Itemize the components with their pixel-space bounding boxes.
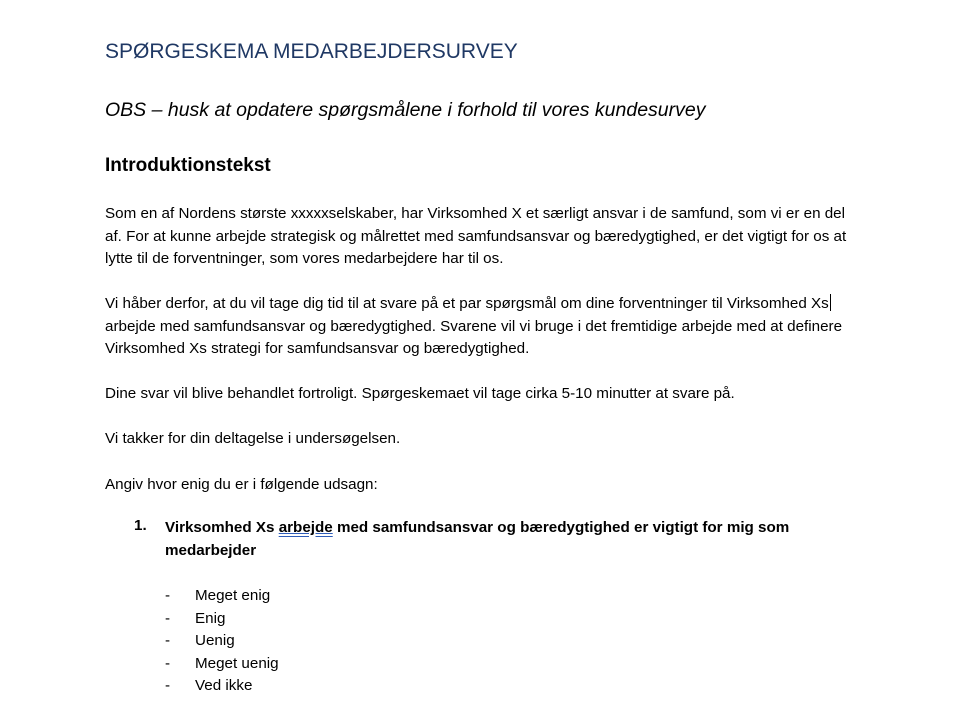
document-title: SPØRGESKEMA MEDARBEJDERSURVEY (105, 40, 518, 63)
answer-option-label: Enig (195, 609, 226, 627)
bullet-dash: - (165, 677, 171, 694)
answer-option-label: Uenig (195, 632, 235, 649)
answer-options (165, 585, 279, 698)
question-text-end: med samfundsansvar og bæredygtighed er vigtigt for mig som medarbejder (165, 519, 790, 559)
answer-option (165, 608, 279, 631)
answer-option (165, 675, 279, 698)
answer-option (165, 630, 279, 653)
answer-option-label: Meget uenig (195, 654, 279, 672)
paragraph-request-line1: Vi håber derfor, at du vil tage dig tid til at svare på et par spørgsmål om dine forventninger til (105, 295, 723, 312)
paragraph-request (105, 293, 865, 361)
paragraph-confidential: Dine svar vil blive behandlet fortroligt. Spørgeskemaet vil tage cirka 5-10 minutter at svare på. (105, 385, 735, 402)
bullet-dash: - (165, 609, 171, 627)
bullet-dash: - (165, 654, 171, 672)
paragraph-request-rest: arbejde med samfundsansvar og bæredygtighed. Svarene vil vi bruge i det fremtidige arbejde med at definere Virksomhed Xs strategi for samfundsansvar og bæredygtighed. (105, 317, 843, 357)
answer-option-label: Meget enig (195, 587, 271, 604)
paragraph-intro: Som en af Nordens største xxxxxselskaber, har Virksomhed X et særligt ansvar i de samfund, som vi er en del af. For at kunne arbejde strategisk og målrettet med samfundsansvar og bæredygtighed, er det vigtigt for os at lytte til de forventninger, som vores medarbejdere har til os. (105, 205, 847, 267)
answer-option-label: Ved ikke (195, 677, 253, 694)
paragraph-request-company: Virksomhed Xs (726, 295, 829, 312)
section-heading: Introduktionstekst (105, 155, 271, 176)
answer-option (165, 653, 279, 676)
bullet-dash: - (165, 587, 171, 604)
paragraph-instruction: Angiv hvor enig du er i følgende udsagn: (105, 476, 378, 493)
question-text (165, 517, 865, 562)
answer-option (165, 585, 279, 608)
paragraph-thanks: Vi takker for din deltagelse i undersøgelsen. (105, 430, 401, 447)
document-subtitle: OBS – husk at opdatere spørgsmålene i forhold til vores kundesurvey (105, 99, 706, 121)
bullet-dash: - (165, 632, 171, 649)
text-cursor (830, 294, 831, 311)
question-text-marked-word: arbejde (278, 519, 333, 536)
question-text-start: Virksomhed Xs (165, 519, 279, 536)
question-number: 1. (134, 517, 147, 534)
